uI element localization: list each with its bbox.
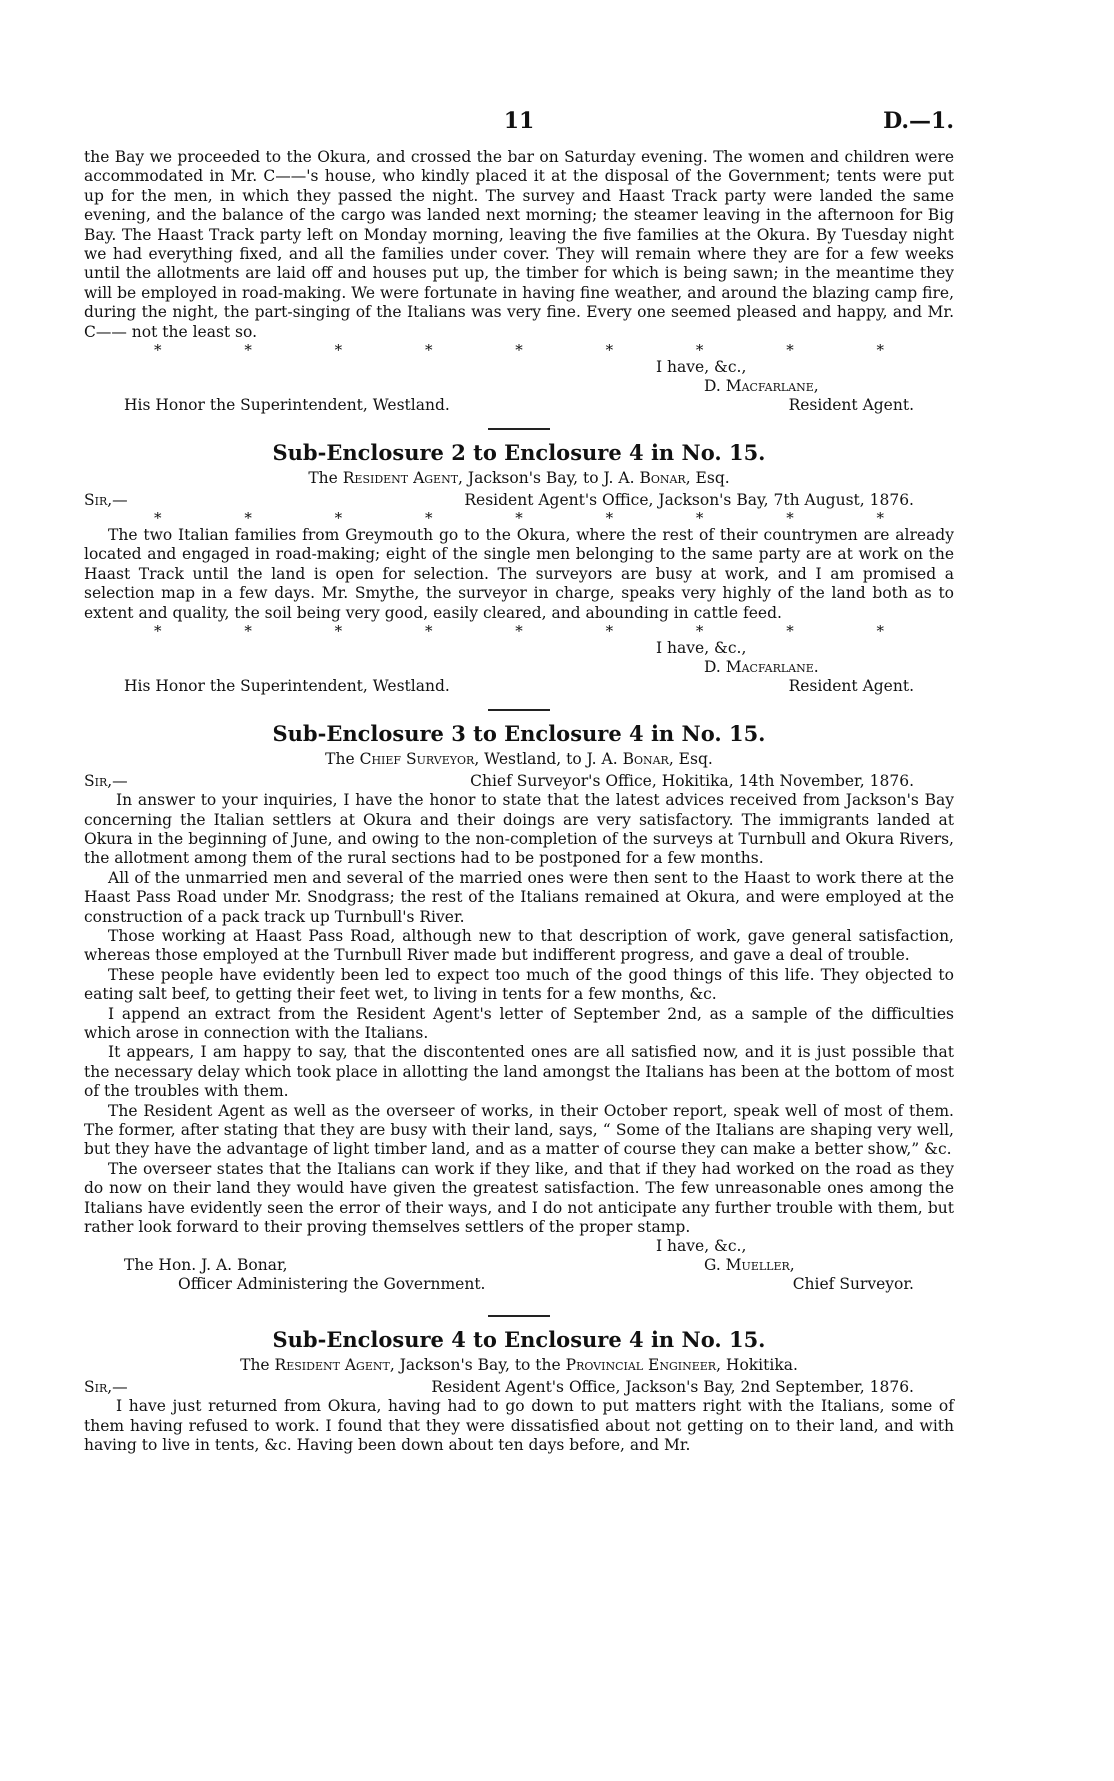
- route-text: , Esq.: [668, 750, 713, 769]
- addressee-title: Officer Administering the Government.: [178, 1275, 486, 1294]
- route-sender: Resident Agent: [342, 469, 459, 488]
- asterisk: *: [876, 622, 884, 641]
- office-dateline: Resident Agent's Office, Jackson's Bay, 2nd September, 1876.: [431, 1378, 914, 1397]
- route-sender: Chief Surveyor: [359, 750, 475, 769]
- route-text: , Jackson's Bay, to the: [389, 1356, 561, 1375]
- letter-3-paragraph: These people have evidently been led to expect too much of the good things of this life. They objected to eating salt beef, to getting their feet wet, to living in tents for a few months, &c.: [84, 965, 954, 1004]
- signer-title: Resident Agent.: [788, 396, 914, 415]
- route-text: , Hokitika.: [716, 1356, 798, 1375]
- asterisk: *: [424, 622, 433, 641]
- asterisk: *: [876, 341, 884, 360]
- signer-title: Chief Surveyor.: [792, 1275, 914, 1294]
- asterisk: *: [515, 509, 523, 528]
- section-heading: Sub-Enclosure 3 to Enclosure 4 in No. 15.: [272, 721, 766, 747]
- letter-1-signature: [84, 358, 954, 418]
- salutation: Sir,—: [84, 1378, 128, 1397]
- route-recipient: Provincial Engineer: [565, 1356, 717, 1375]
- asterisk: *: [786, 509, 794, 528]
- asterisk-row: [84, 623, 954, 639]
- asterisk: *: [876, 509, 884, 528]
- route-text: The: [240, 1356, 270, 1375]
- route-text: , Westland, to J. A.: [474, 750, 618, 769]
- route-text: The: [325, 750, 355, 769]
- asterisk: *: [695, 509, 704, 528]
- asterisk-row: [84, 342, 954, 358]
- salutation-line: [84, 1377, 954, 1397]
- closing: I have, &c.,: [656, 358, 747, 377]
- asterisk: *: [786, 341, 794, 360]
- asterisk: *: [244, 509, 252, 528]
- letter-3-paragraph: In answer to your inquiries, I have the honor to state that the latest advices received from Jackson's Bay concerning the Italian settlers at Okura and their doings are very satisfactory. The immigrants landed at Okura in the beginning of June, and owing to the non-completion of the surveys at Turnbull and Okura Rivers, the allotment among them of the rural sections had to be postponed for a few months.: [84, 791, 954, 868]
- addressee: The Hon. J. A. Bonar,: [124, 1256, 288, 1275]
- asterisk: *: [424, 509, 433, 528]
- letter-route: [84, 1355, 954, 1375]
- signer-name: D. Macfarlane.: [704, 658, 819, 677]
- section-heading: Sub-Enclosure 2 to Enclosure 4 in No. 15.: [272, 440, 766, 466]
- route-sender: Resident Agent: [274, 1356, 390, 1375]
- asterisk: *: [244, 622, 252, 641]
- letter-1-paragraph: the Bay we proceeded to the Okura, and crossed the bar on Saturday evening. The women and children were accommodated in Mr. C——'s house, who kindly placed it at the disposal of the Government; tents were put up for the men, in which they passed the night. The survey and Haast Track party were landed the same evening, and the balance of the cargo was landed next morning; the steamer leaving in the afternoon for Big Bay. The Haast Track party left on Monday morning, leaving the five families at the Okura. By Tuesday night we had everything fixed, and all the families under cover. They will remain where they are for a few weeks until the allotments are laid off and houses put up, the timber for which is being sawn; in the meantime they will be employed in road-making. We were fortunate in having fine weather, and around the blazing camp fire, during the night, the part-singing of the Italians was very fine. Every one seemed pleased and happy, and Mr. C—— not the least so.: [84, 148, 954, 341]
- salutation: Sir,—: [84, 772, 128, 791]
- office-dateline: Chief Surveyor's Office, Hokitika, 14th November, 1876.: [470, 772, 914, 791]
- signer-title: Resident Agent.: [788, 677, 914, 696]
- asterisk: *: [695, 622, 704, 641]
- asterisk: *: [244, 341, 252, 360]
- route-text: , Jackson's Bay, to J. A.: [458, 469, 635, 488]
- letter-2-signature: [84, 639, 954, 699]
- page-number: 11: [503, 108, 535, 134]
- asterisk: *: [154, 622, 162, 641]
- asterisk: *: [515, 341, 523, 360]
- asterisk: *: [605, 509, 614, 528]
- asterisk: *: [605, 622, 614, 641]
- salutation-line: [84, 771, 954, 791]
- signer-name: G. Mueller,: [704, 1256, 795, 1275]
- letter-3-paragraph: It appears, I am happy to say, that the discontented ones are all satisfied now, and it is just possible that the necessary delay which took place in allotting the land amongst the Italians has been at the bottom of most of the troubles with them.: [84, 1043, 954, 1101]
- addressee: His Honor the Superintendent, Westland.: [124, 396, 450, 415]
- asterisk: *: [515, 622, 523, 641]
- office-dateline: Resident Agent's Office, Jackson's Bay, 7th August, 1876.: [464, 491, 914, 510]
- letter-3-paragraph: The Resident Agent as well as the overseer of works, in their October report, speak well of most of them. The former, after stating that they are busy with their land, says, “ Some of the Italians are shaping very well, but they have the advantage of light timber land, and as a matter of course they can make a better show,” &c.: [84, 1101, 954, 1159]
- asterisk: *: [334, 622, 343, 641]
- letter-3-signature: [84, 1237, 954, 1305]
- closing: I have, &c.,: [656, 1237, 747, 1256]
- asterisk: *: [605, 341, 614, 360]
- letter-2-paragraph: The two Italian families from Greymouth go to the Okura, where the rest of their countrymen are already located and engaged in road-making; eight of the single men belonging to the same party are at work on the Haast Track until the land is open for selection. The surveyors are busy at work, and I am promised a selection map in a few days. Mr. Smythe, the surveyor in charge, speaks very highly of the land both as to extent and quality, the soil being very good, easily cleared, and abounding in cattle feed.: [84, 526, 954, 622]
- page-header: [84, 108, 954, 148]
- letter-route: [84, 468, 954, 488]
- route-text: , Esq.: [685, 469, 730, 488]
- letter-3-paragraph: I append an extract from the Resident Agent's letter of September 2nd, as a sample of the difficulties which arose in connection with the Italians.: [84, 1004, 954, 1042]
- asterisk: *: [424, 341, 433, 360]
- section-divider: [488, 1315, 550, 1317]
- addressee: His Honor the Superintendent, Westland.: [124, 677, 450, 696]
- asterisk: *: [154, 341, 162, 360]
- letter-4-paragraph: I have just returned from Okura, having had to go down to put matters right with the Italians, some of them having refused to work. I found that they were dissatisfied about not getting on to their land, and with having to live in tents, &c. Having been down about ten days before, and Mr.: [84, 1397, 954, 1455]
- route-recipient: Bonar: [622, 750, 669, 769]
- asterisk: *: [154, 509, 162, 528]
- letter-3-paragraph: The overseer states that the Italians can work if they like, and that if they had worked on the road as they do now on their land they would have given the greatest satisfaction. The few unreasonable ones among the Italians have evidently seen the error of their ways, and I do not anticipate any further trouble with them, but rather look forward to their proving themselves settlers of the proper stamp.: [84, 1159, 954, 1237]
- closing: I have, &c.,: [656, 639, 747, 658]
- asterisk-row: [84, 510, 954, 526]
- salutation: Sir,—: [84, 491, 128, 510]
- section-heading: Sub-Enclosure 4 to Enclosure 4 in No. 15.: [272, 1327, 766, 1353]
- asterisk: *: [695, 341, 704, 360]
- document-reference: D.—1.: [883, 108, 954, 134]
- signer-name: D. Macfarlane,: [704, 377, 819, 396]
- letter-route: [84, 749, 954, 769]
- letter-3-paragraph: Those working at Haast Pass Road, although new to that description of work, gave general satisfaction, whereas those employed at the Turnbull River made but indifferent progress, and gave a deal of trouble.: [84, 926, 954, 965]
- asterisk: *: [334, 509, 343, 528]
- section-divider: [488, 428, 550, 430]
- salutation-line: [84, 490, 954, 510]
- document-page: [84, 108, 954, 1456]
- letter-3-paragraph: All of the unmarried men and several of the married ones were then sent to the Haast to work there at the Haast Pass Road under Mr. Snodgrass; the rest of the Italians remained at Okura, and were employed at the construction of a pack track up Turnbull's River.: [84, 868, 954, 926]
- route-recipient: Bonar: [639, 469, 686, 488]
- asterisk: *: [334, 341, 343, 360]
- asterisk: *: [786, 622, 794, 641]
- section-divider: [488, 709, 550, 711]
- route-text: The: [308, 469, 338, 488]
